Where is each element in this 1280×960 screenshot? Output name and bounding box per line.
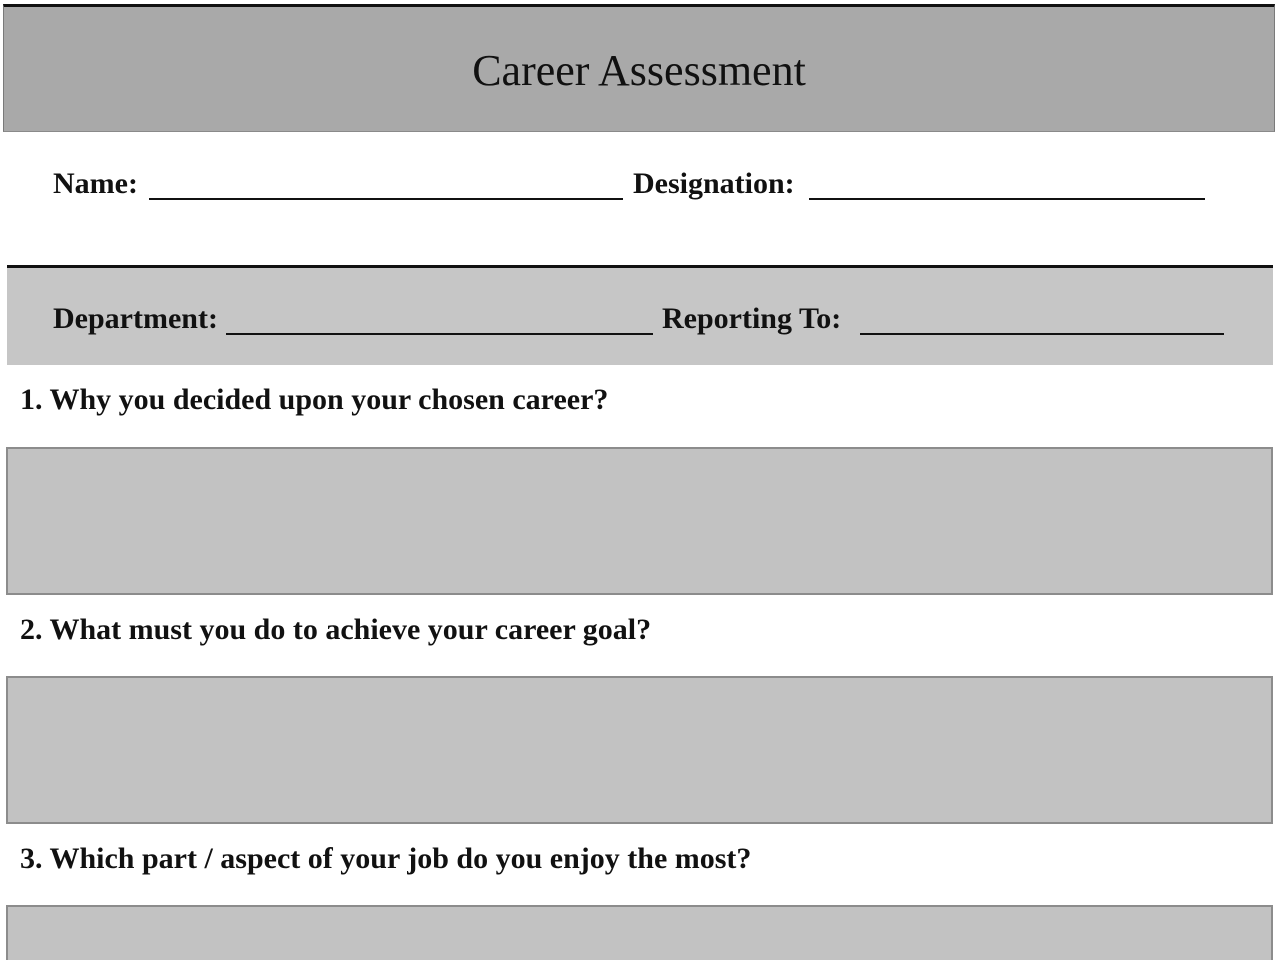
reporting-to-field[interactable] [860, 333, 1224, 335]
answer-box-2[interactable] [6, 676, 1273, 824]
designation-label: Designation: [633, 167, 795, 200]
page-title: Career Assessment [472, 46, 806, 95]
designation-field[interactable] [809, 198, 1205, 200]
department-label: Department: [53, 302, 218, 335]
answer-box-3[interactable] [6, 905, 1273, 960]
answer-box-1[interactable] [6, 447, 1273, 595]
name-field[interactable] [149, 198, 623, 200]
department-field[interactable] [226, 333, 653, 335]
name-label: Name: [53, 167, 138, 200]
question-1: 1. Why you decided upon your chosen career? [20, 383, 609, 416]
name-designation-row [0, 166, 1280, 206]
title-bar [3, 4, 1275, 132]
reporting-to-label: Reporting To: [662, 302, 842, 335]
question-2: 2. What must you do to achieve your career goal? [20, 613, 652, 646]
question-3: 3. Which part / aspect of your job do you enjoy the most? [20, 842, 752, 875]
department-reporting-row [0, 301, 1280, 341]
